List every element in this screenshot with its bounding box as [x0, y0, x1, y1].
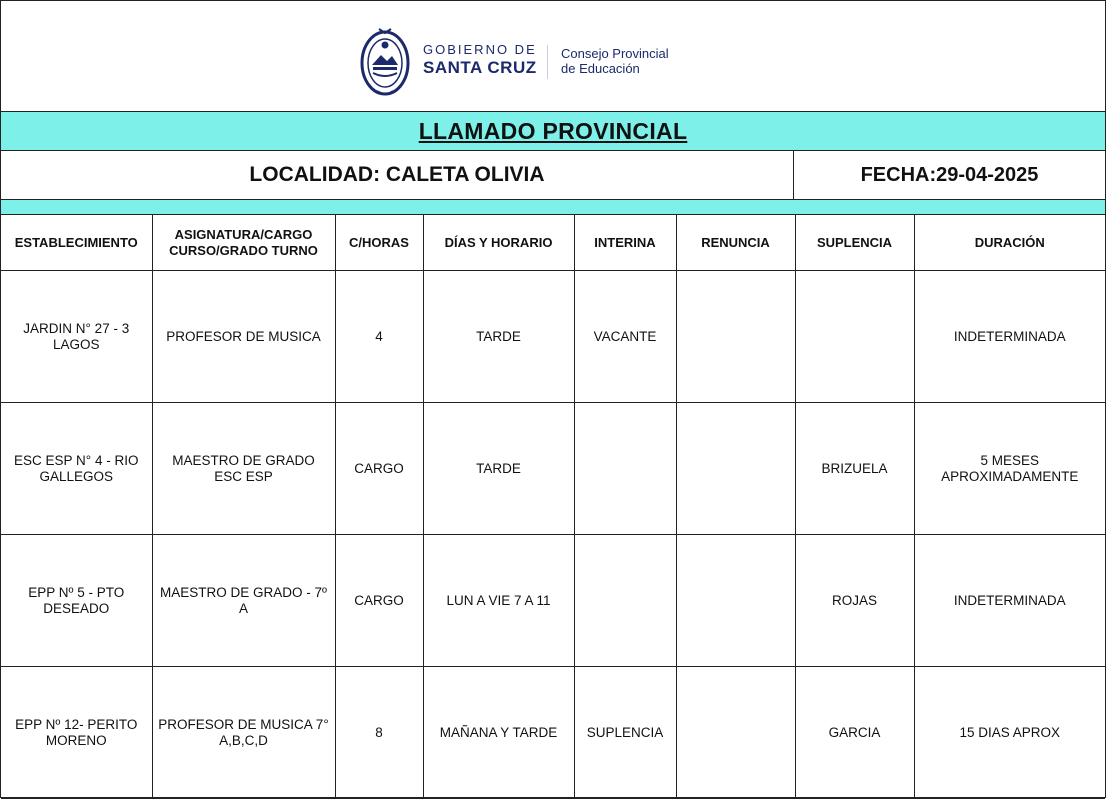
table-row: [1, 403, 1105, 535]
cell-renuncia: [676, 403, 795, 535]
cell-interina: SUPLENCIA: [574, 667, 676, 799]
header-interina: INTERINA: [574, 215, 676, 271]
santa-cruz-seal-icon: [359, 25, 411, 97]
header-asignatura: [152, 215, 335, 271]
header-duracion: DURACIÓN: [914, 215, 1105, 271]
cell-establecimiento: JARDIN N° 27 - 3 LAGOS: [1, 271, 152, 403]
cell-asignatura: MAESTRO DE GRADO - 7º A: [152, 535, 335, 667]
cell-horas: CARGO: [335, 403, 423, 535]
cell-dias: TARDE: [423, 403, 574, 535]
cell-interina: VACANTE: [574, 271, 676, 403]
separator-strip: [1, 200, 1105, 215]
table-row: [1, 271, 1105, 403]
cell-asignatura: PROFESOR DE MUSICA: [152, 271, 335, 403]
cell-establecimiento: EPP Nº 5 - PTO DESEADO: [1, 535, 152, 667]
header-establecimiento: ESTABLECIMIENTO: [1, 215, 152, 271]
cell-renuncia: [676, 271, 795, 403]
table-row: [1, 535, 1105, 667]
localidad-label: LOCALIDAD: CALETA OLIVIA: [1, 151, 794, 199]
header-dias: DÍAS Y HORARIO: [423, 215, 574, 271]
gobierno-wordmark: [423, 43, 537, 76]
header-asignatura-line-2: CURSO/GRADO TURNO: [169, 242, 318, 258]
cell-establecimiento: ESC ESP N° 4 - RIO GALLEGOS: [1, 403, 152, 535]
cell-suplencia: GARCIA: [795, 667, 914, 799]
header-horas: C/HORAS: [335, 215, 423, 271]
cell-suplencia: ROJAS: [795, 535, 914, 667]
cell-interina: [574, 403, 676, 535]
header-suplencia: SUPLENCIA: [795, 215, 914, 271]
provincia-line: SANTA CRUZ: [423, 58, 537, 77]
consejo-line-1: Consejo Provincial: [561, 46, 669, 61]
cell-asignatura: MAESTRO DE GRADO ESC ESP: [152, 403, 335, 535]
header-asignatura-line-1: ASIGNATURA/CARGO: [174, 226, 313, 242]
government-logo: [359, 25, 679, 99]
cell-renuncia: [676, 667, 795, 799]
cell-interina: [574, 535, 676, 667]
logo-divider: [547, 45, 548, 79]
location-date-row: [1, 151, 1105, 200]
cell-renuncia: [676, 535, 795, 667]
fecha-label: FECHA:29-04-2025: [860, 163, 1039, 186]
document-title: LLAMADO PROVINCIAL: [418, 117, 688, 144]
cell-dias: LUN A VIE 7 A 11: [423, 535, 574, 667]
cell-horas: CARGO: [335, 535, 423, 667]
title-band: [1, 112, 1105, 151]
gobierno-line: GOBIERNO DE: [423, 42, 537, 57]
cell-suplencia: BRIZUELA: [795, 403, 914, 535]
cell-suplencia: [795, 271, 914, 403]
table-header-row: [1, 215, 1105, 271]
header-renuncia: RENUNCIA: [676, 215, 795, 271]
consejo-line-2: de Educación: [561, 60, 640, 76]
cell-horas: 4: [335, 271, 423, 403]
table-row: [1, 667, 1105, 799]
consejo-wordmark: [561, 47, 669, 77]
cell-dias: TARDE: [423, 271, 574, 403]
cell-duracion: INDETERMINADA: [914, 271, 1105, 403]
cell-establecimiento: EPP Nº 12- PERITO MORENO: [1, 667, 152, 799]
cell-duracion: 5 MESES APROXIMADAMENTE: [914, 403, 1105, 535]
cell-duracion: INDETERMINADA: [914, 535, 1105, 667]
cell-duracion: 15 DIAS APROX: [914, 667, 1105, 799]
header-band: [1, 1, 1105, 112]
cell-dias: MAÑANA Y TARDE: [423, 667, 574, 799]
vacancies-table: [1, 215, 1105, 799]
cell-asignatura: PROFESOR DE MUSICA 7° A,B,C,D: [152, 667, 335, 799]
cell-horas: 8: [335, 667, 423, 799]
